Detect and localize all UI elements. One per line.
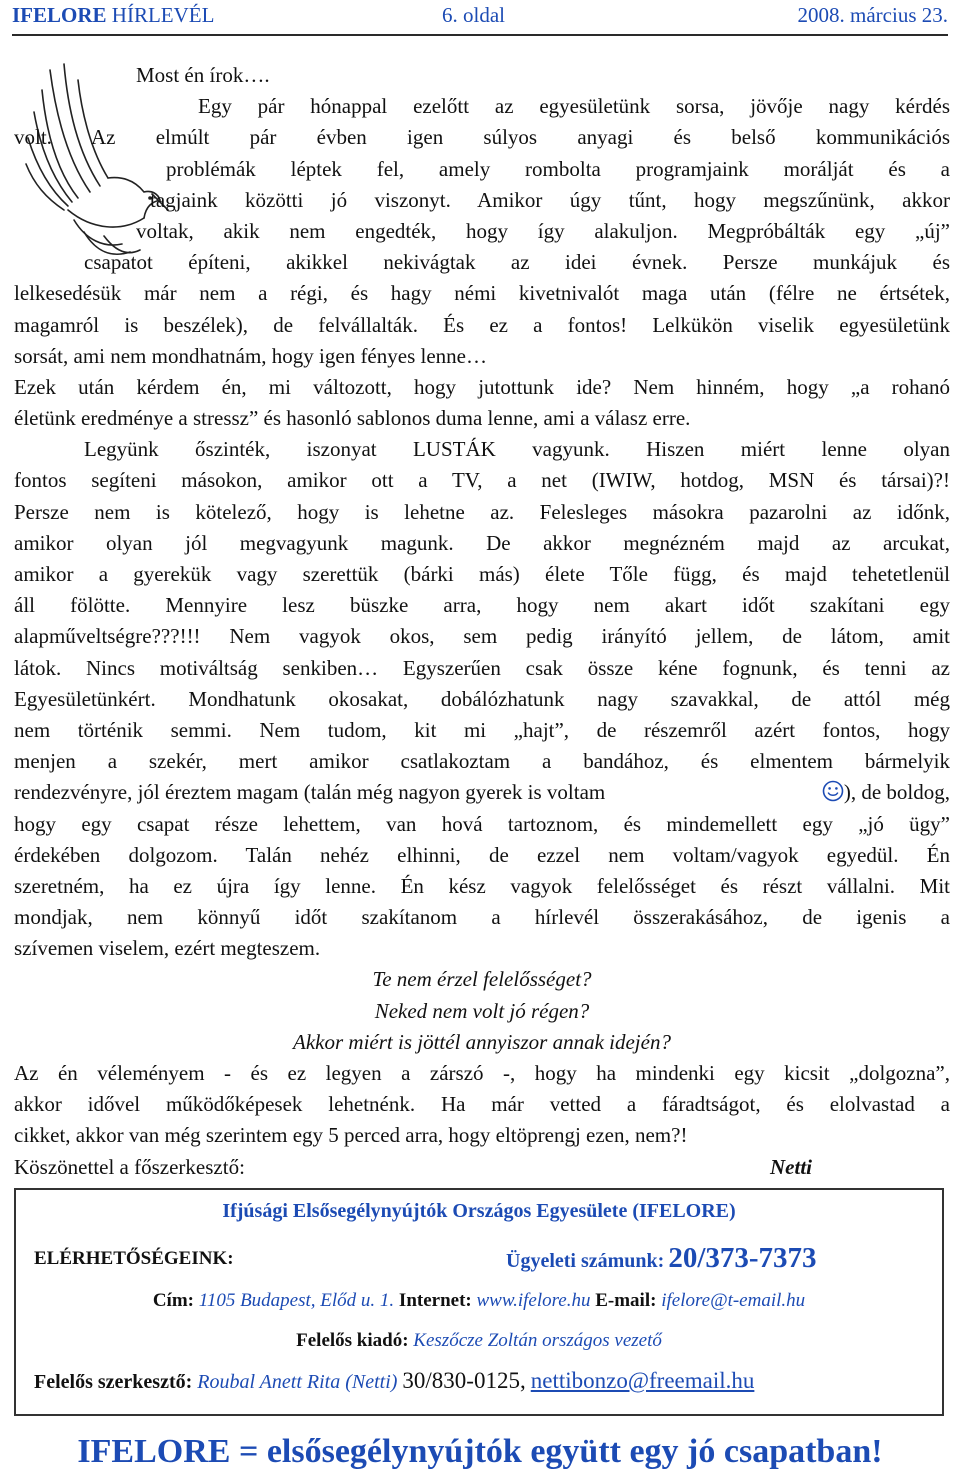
article-line: ), de boldog, [843, 780, 950, 805]
editor-phone: 30/830-0125, [402, 1368, 526, 1393]
contact-reach-row [16, 1240, 942, 1276]
footer-slogan: IFELORE = elsősegélynyújtók együtt egy jó csapatban! [77, 1433, 883, 1470]
org-name: Ifjúsági Elsősegélynyújtók Országos Egyesülete (IFELORE) [222, 1200, 736, 1222]
article-line-with-smiley [14, 777, 950, 808]
article-line: fontos segíteni másokon, amikor ott a TV, a net (IWIW, hotdog, MSN és társai)?! [14, 468, 950, 493]
signature-line [14, 1152, 950, 1183]
article-line: voltak, akik nem engedték, hogy így alakuljon. Megpróbálták egy „új” [136, 218, 950, 243]
address-value: 1105 Budapest, Előd u. 1. [198, 1290, 395, 1311]
article-line: Ezek után kérdem én, mi változott, hogy jutottunk ide? Nem hinném, hogy „a rohanó [14, 374, 950, 399]
article-line: érdekében dolgozom. Talán nehéz elhinni, de ezzel nem voltam/vagyok egyedül. Én [14, 842, 950, 867]
article-line: magamról is beszélek), de felvállalták. És ez a fontos! Lelkükön viselik egyesületünk [14, 312, 950, 337]
duty-phone [506, 1242, 817, 1275]
article-body [14, 60, 950, 1183]
publisher-value: Keszőcze Zoltán országos vezető [413, 1330, 662, 1351]
article-line: mondjak, nem könnyű időt szakítanom a hírlevél összerakásához, de igenis a [14, 905, 950, 930]
smiley-icon [822, 780, 844, 802]
article-line: szeretném, ha ez újra így lenne. Én kész vagyok felelősséget és részt vállalni. Mit [14, 873, 950, 898]
article-line: Most én írok…. [136, 63, 270, 87]
publisher-label: Felelős kiadó: [296, 1330, 409, 1351]
article-line: sorsát, ami nem mondhatnám, hogy igen fényes lenne… [14, 343, 487, 368]
header-brand: IFELORE [12, 3, 107, 27]
article-line: Az én véleményem - és ez legyen a zárszó -, hogy ha mindenki egy kicsit „dolgozna”, [14, 1061, 950, 1085]
article-line: Legyünk őszinték, iszonyat LUSTÁK vagyunk. Hiszen miért lenne olyan [84, 437, 950, 462]
header-newsletter: HÍRLEVÉL [111, 3, 215, 27]
editor-email-link[interactable]: nettibonzo@freemail.hu [530, 1368, 755, 1393]
signature: Netti [770, 1154, 812, 1179]
article-line: Egyesületünkért. Mondhatunk okosakat, dobálózhatunk nagy szavakkal, de attól még [14, 686, 950, 711]
editor-name: Roubal Anett Rita (Netti) [197, 1371, 398, 1393]
address-row [16, 1290, 942, 1312]
article-line: menjen a szekér, mert amikor csatlakoztam a bandához, és elmentem bármelyik [14, 749, 950, 774]
article-question: Akkor miért is jöttél annyiszor annak idején? [293, 1029, 671, 1054]
article-line: lelkesedésük már nem a régi, és hagy némi kivetnivalót maga után (félre ne értsétek, [14, 281, 950, 306]
article-line: csapatot építeni, akikkel nekivágtak az idei évnek. Persze munkájuk és [84, 250, 950, 275]
page-header [12, 0, 948, 36]
article-line: rendezvényre, jól éreztem magam (talán még nagyon gyerek is voltam [14, 780, 606, 805]
header-page-number: 6. oldal [442, 3, 505, 27]
address-label: Cím: [152, 1290, 194, 1311]
article-line: alapműveltségre???!!! Nem vagyok okos, sem pedig irányító jellem, de látom, amit [14, 624, 950, 649]
editor-label: Felelős szerkesztő: [34, 1371, 193, 1393]
article-line: hogy egy csapat része lehettem, van hová tartoznom, és mindemellett egy „jó ügy” [14, 811, 950, 836]
article-line: Persze nem is kötelező, hogy is lehetne az. Felesleges másokra pazarolni az időnk, [14, 499, 950, 524]
reach-label: ELÉRHETŐSÉGEINK: [34, 1248, 234, 1269]
header-date: 2008. március 23. [797, 3, 948, 27]
article-line: látok. Nincs motiváltság senkiben… Egyszerűen csak össze kéne fognunk, és tenni az [14, 655, 950, 680]
thanks-text: Köszönettel a főszerkesztő: [14, 1154, 245, 1179]
email-label: E-mail: [595, 1290, 657, 1311]
article-line: amikor a gyerekük vagy szerettük (bárki más) élete Tőle függ, és majd tehetetlenül [14, 562, 950, 586]
article-line: tagjaink közötti jó viszonyt. Amikor úgy tűnt, hogy megszűnünk, akkor [150, 187, 950, 212]
editor-row [34, 1368, 942, 1394]
article-line: nem történik semmi. Nem tudom, kit mi „hajt”, de részemről azért fontos, hogy [14, 717, 950, 742]
internet-label: Internet: [398, 1290, 472, 1311]
duty-label: Ügyeleti számunk: [506, 1250, 665, 1272]
contact-box [14, 1188, 944, 1416]
article-question: Te nem érzel felelősséget? [372, 967, 592, 992]
header-title [12, 3, 214, 28]
article-line: amikor olyan jól megvagyunk magunk. De akkor megnézném majd az arcukat, [14, 530, 950, 555]
article-line: szívemen viselem, ezért megteszem. [14, 936, 321, 961]
publisher-row [16, 1330, 942, 1352]
duty-number: 20/373-7373 [668, 1242, 817, 1274]
website-link[interactable]: www.ifelore.hu [476, 1290, 591, 1311]
article-line: áll fölötte. Mennyire lesz büszke arra, hogy nem akart időt szakítani egy [14, 593, 950, 618]
article-line: életünk eredménye a stressz” és hasonló sablonos duma lenne, ami a válasz erre. [14, 406, 691, 431]
article-line: Egy pár hónappal ezelőtt az egyesületünk sorsa, jövője nagy kérdés [198, 94, 950, 119]
article-question: Neked nem volt jó régen? [374, 998, 590, 1023]
article-line: volt. Az elmúlt pár évben igen súlyos anyagi és belső kommunikációs [14, 125, 950, 150]
article-line: akkor idővel működőképesek lehetnénk. Ha már vetted a fáradtságot, és elolvastad a [14, 1092, 950, 1117]
email-link[interactable]: ifelore@t-email.hu [661, 1290, 806, 1311]
article-line: problémák léptek fel, amely rombolta programjaink morálját és a [166, 156, 950, 181]
article-line: cikket, akkor van még szerintem egy 5 perced arra, hogy eltöprengj ezen, nem?! [14, 1123, 688, 1148]
